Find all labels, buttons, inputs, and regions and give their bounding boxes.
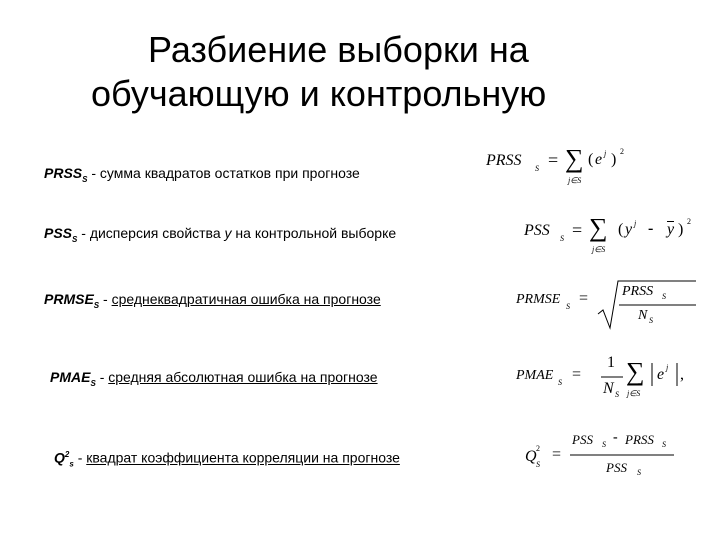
denominator: PSS (606, 460, 627, 475)
equals: = (548, 150, 559, 170)
description: средняя абсолютная ошибка на прогнозе (108, 369, 378, 385)
sum-index: j∈S (592, 245, 606, 254)
equals: = (552, 446, 562, 463)
numerator-pss: PSS (572, 432, 593, 447)
numerator: PRSS (622, 284, 654, 299)
separator: - (99, 369, 105, 385)
lhs-sub: S (560, 234, 564, 243)
term-sub: S (72, 234, 78, 244)
formula-prss (486, 144, 676, 204)
term: PMAE (50, 369, 91, 385)
left-paren: ( (618, 221, 624, 238)
minus: - (613, 430, 618, 445)
absolute-bars (650, 362, 680, 388)
lhs-sub: S (535, 164, 539, 173)
fraction-bar (570, 454, 674, 458)
denominator: N (603, 380, 614, 397)
title-line-2: обучающую и контрольную (91, 73, 547, 114)
term-sub: S (93, 300, 100, 310)
term: PRMSE (44, 291, 94, 307)
description: среднеквадратичная ошибка на прогнозе (111, 291, 381, 307)
lhs-sub: S (536, 460, 540, 469)
lhs: Q (525, 448, 537, 465)
formula-pss (524, 210, 714, 270)
right-paren: ) (678, 221, 684, 238)
y-var: y (625, 221, 633, 238)
sum-sign: ∑ (589, 213, 608, 242)
variable-y: y (224, 225, 232, 241)
numerator-sub: S (662, 292, 666, 301)
equals: = (572, 366, 582, 383)
term-sub: S (90, 378, 96, 388)
lhs: PMAE (516, 368, 554, 383)
formula-pmae (516, 354, 706, 414)
comma: , (680, 366, 684, 383)
definition-prss (44, 164, 360, 189)
separator: - (77, 449, 83, 466)
formula-q2 (522, 428, 712, 492)
definition-prmse (44, 290, 381, 315)
j-superscript: j (634, 219, 637, 228)
sum-index: j∈S (627, 389, 641, 398)
lhs: PRSS (486, 152, 522, 169)
numerator-one: 1 (607, 354, 615, 371)
sum-index: j∈S (568, 176, 582, 185)
title-line-1: Разбиение выборки на (148, 29, 529, 70)
minus: - (648, 220, 654, 237)
e-var: e (595, 151, 603, 168)
lhs: PRMSE (516, 292, 561, 307)
term: Q (54, 449, 65, 466)
y-bar: y (667, 221, 675, 238)
denominator-sub: S (649, 316, 653, 325)
power-2: 2 (687, 217, 691, 226)
description: квадрат коэффициента корреляции на прогнозе (86, 449, 400, 466)
formula-prmse (516, 278, 706, 338)
j-superscript: j (666, 363, 669, 372)
lhs-sub: S (566, 302, 570, 311)
right-paren: ) (611, 151, 617, 168)
description: сумма квадратов остатков при прогнозе (99, 165, 360, 181)
description-part-a: дисперсия свойства (89, 225, 221, 241)
definition-pss (44, 224, 396, 249)
lhs-sub: S (558, 378, 562, 387)
denominator-sub: S (637, 468, 641, 477)
lhs: PSS (524, 222, 550, 239)
sum-sign: ∑ (626, 357, 645, 386)
equals: = (579, 290, 589, 307)
j-superscript: j (604, 149, 607, 158)
power-2: 2 (620, 147, 624, 156)
definition-q2 (54, 446, 400, 473)
description-part-b: на контрольной выборке (235, 225, 397, 241)
term-sup: 2 (64, 450, 70, 459)
denominator-sub: S (615, 390, 619, 399)
separator: - (103, 291, 108, 307)
separator: - (81, 225, 86, 241)
lhs-sup: 2 (536, 444, 540, 453)
numerator-prss: PRSS (625, 432, 654, 447)
e-var: e (657, 366, 665, 383)
numerator-prss-sub: S (662, 440, 666, 449)
definition-pmae (50, 368, 378, 393)
numerator-pss-sub: S (602, 440, 606, 449)
term-sub: s (69, 459, 74, 469)
equals: = (572, 220, 583, 240)
separator: - (91, 165, 97, 181)
term: PSS (44, 225, 73, 241)
term: PRSS (44, 165, 83, 181)
left-paren: ( (588, 151, 594, 168)
denominator: N (638, 308, 648, 323)
term-sub: S (82, 174, 88, 184)
sum-sign: ∑ (565, 144, 584, 173)
